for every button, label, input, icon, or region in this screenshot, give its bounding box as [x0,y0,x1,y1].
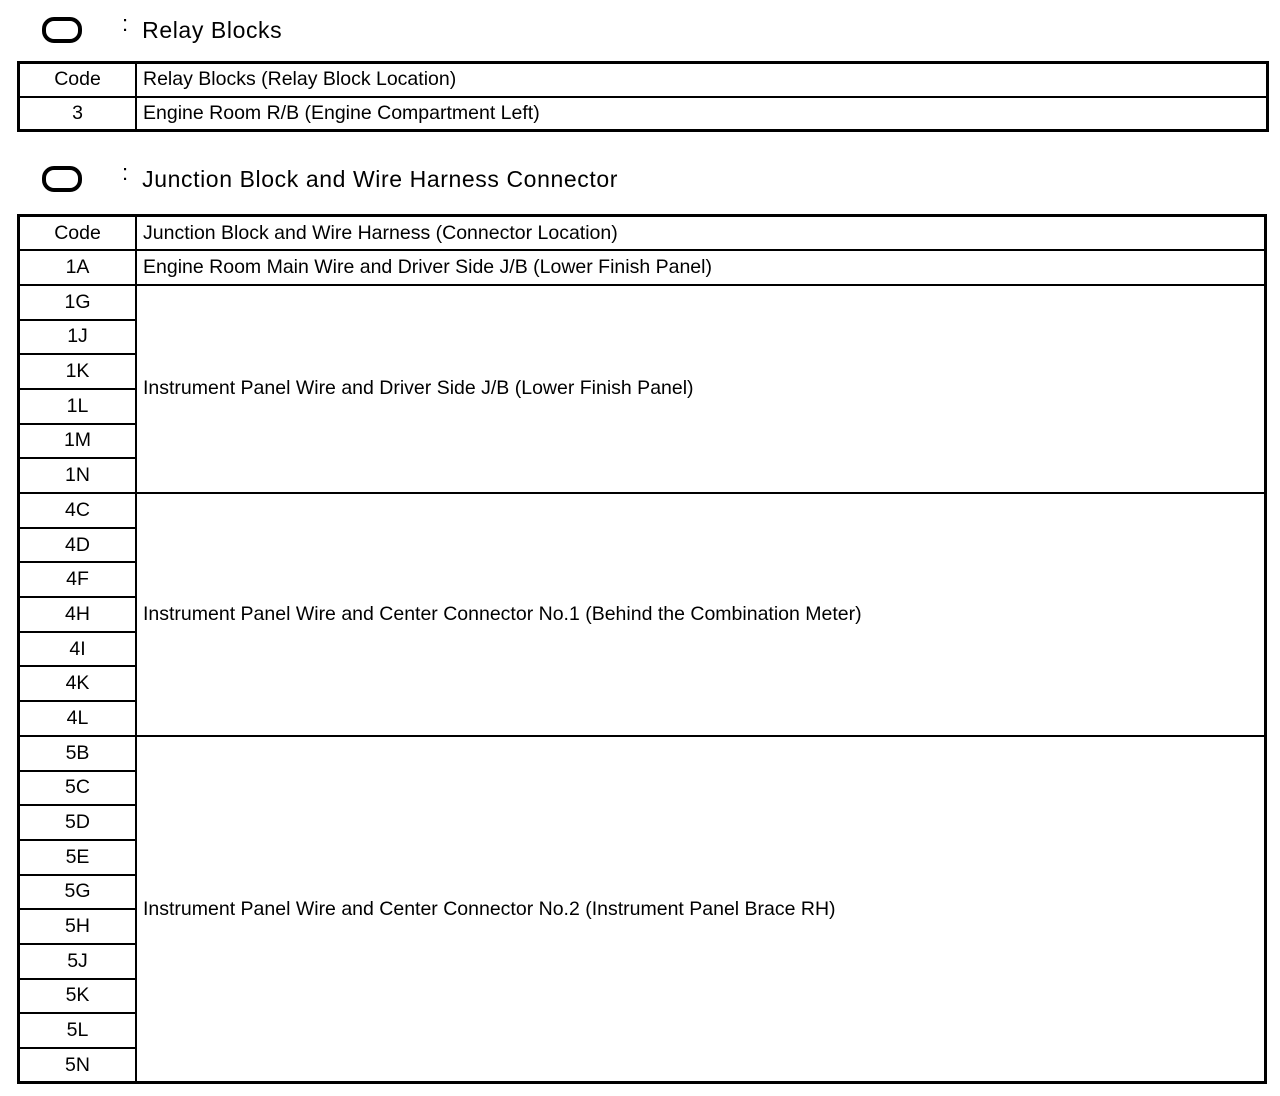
row-code: 5H [19,909,137,944]
table-header-row [19,216,1266,251]
row-code: 1J [19,320,137,355]
row-code: 1K [19,354,137,389]
rounded-rectangle-icon [42,166,82,192]
row-code: 5D [19,805,137,840]
legend-colon: : [122,160,129,185]
row-code: 4I [19,632,137,667]
relay-blocks-legend [42,11,283,46]
row-description: Instrument Panel Wire and Driver Side J/B (Lower Finish Panel) [136,285,1266,493]
row-description: Engine Room R/B (Engine Compartment Left) [136,97,1268,131]
row-code: 5K [19,979,137,1014]
legend-colon: : [122,11,129,36]
row-code: 5J [19,944,137,979]
row-description: Instrument Panel Wire and Center Connector No.2 (Instrument Panel Brace RH) [136,736,1266,1083]
row-description: Engine Room Main Wire and Driver Side J/B (Lower Finish Panel) [136,250,1266,285]
row-code: 5N [19,1048,137,1083]
relay-blocks-title: Relay Blocks [142,16,283,43]
row-code: 1A [19,250,137,285]
header-code: Code [19,63,137,97]
row-code: 3 [19,97,137,131]
junction-block-title: Junction Block and Wire Harness Connector [142,165,618,192]
row-code: 5B [19,736,137,771]
rounded-rectangle-icon [42,17,82,43]
header-description: Relay Blocks (Relay Block Location) [136,63,1268,97]
junction-block-legend [42,160,618,195]
junction-block-table-body [19,216,1266,1083]
row-code: 4C [19,493,137,528]
row-code: 1N [19,458,137,493]
table-row [19,493,1266,528]
row-code: 1L [19,389,137,424]
row-code: 4L [19,701,137,736]
relay-blocks-table [17,61,1269,132]
table-row [19,736,1266,771]
table-row [19,97,1268,131]
row-code: 5L [19,1013,137,1048]
row-description: Instrument Panel Wire and Center Connector No.1 (Behind the Combination Meter) [136,493,1266,736]
row-code: 4K [19,666,137,701]
row-code: 1M [19,424,137,459]
row-code: 4D [19,528,137,563]
row-code: 4F [19,562,137,597]
row-code: 5C [19,771,137,806]
header-description: Junction Block and Wire Harness (Connector Location) [136,216,1266,251]
row-code: 4H [19,597,137,632]
junction-block-table [17,214,1267,1084]
header-code: Code [19,216,137,251]
row-code: 5G [19,875,137,910]
row-code: 1G [19,285,137,320]
table-header-row [19,63,1268,97]
row-code: 5E [19,840,137,875]
table-row [19,285,1266,320]
table-row [19,250,1266,285]
